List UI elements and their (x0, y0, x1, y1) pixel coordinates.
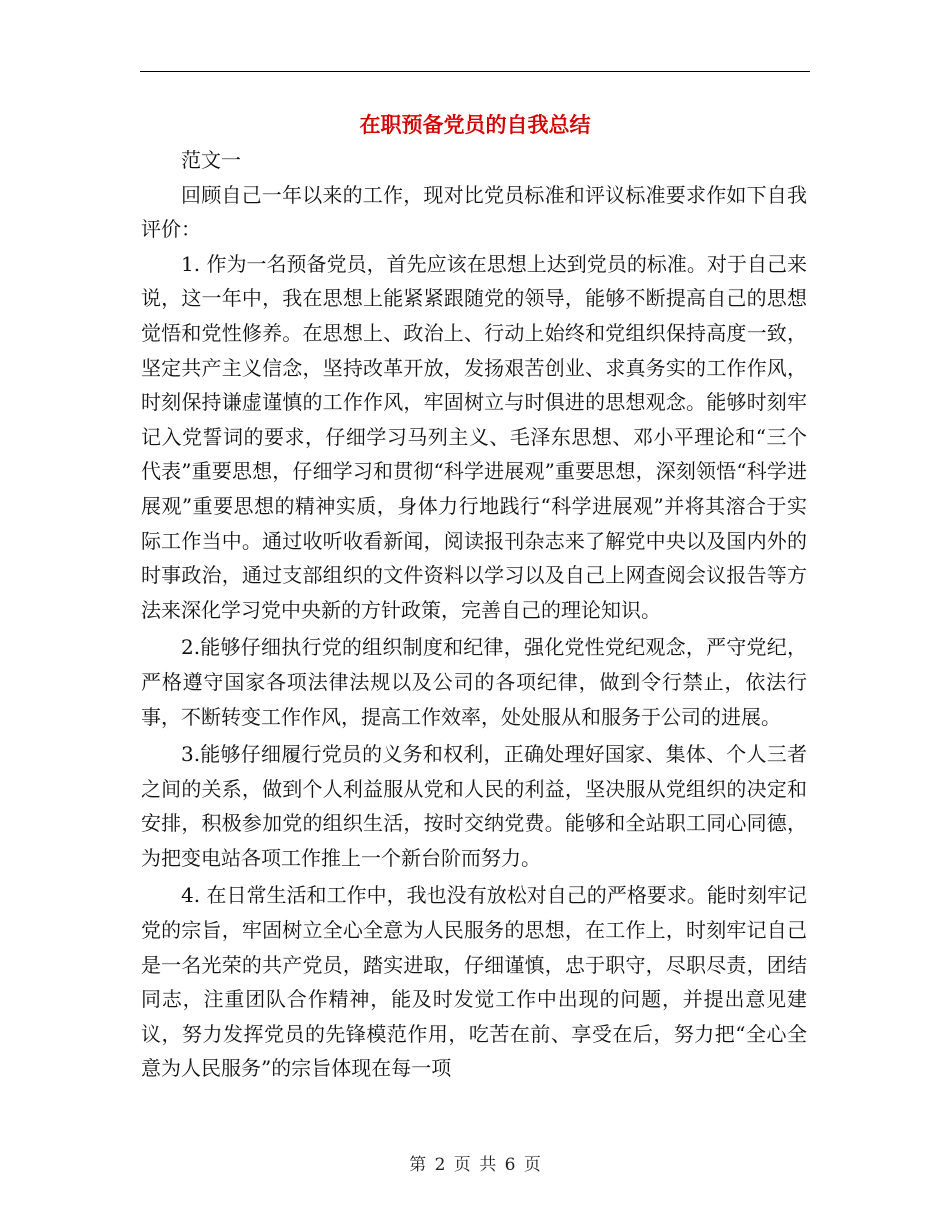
paragraph-1: 1. 作为一名预备党员，首先应该在思想上达到党员的标准。对于自己来说，这一年中，我在思想上能紧紧跟随党的领导，能够不断提高自己的思想觉悟和党性修养。在思想上、政治上、行动上始终和党组织保持高度一致，坚定共产主义信念，坚持改革开放，发扬艰苦创业、求真务实的工作作风，时刻保持谦虚谨慎的工作作风，牢固树立与时俱进的思想观念。能够时刻牢记入党誓词的要求，仔细学习马列主义、毛泽东思想、邓小平理论和“三个代表”重要思想，仔细学习和贯彻“科学进展观”重要思想，深刻领悟“科学进展观”重要思想的精神实质，身体力行地践行“科学进展观”并将其溶合于实际工作当中。通过收听收看新闻，阅读报刊杂志来了解党中央以及国内外的时事政治，通过支部组织的文件资料以学习以及自己上网查阅会议报告等方法来深化学习党中央新的方针政策，完善自己的理论知识。 (141, 251, 807, 622)
paragraph-intro: 回顾自己一年以来的工作，现对比党员标准和评议标准要求作如下自我评价： (141, 182, 807, 242)
paragraph-3: 3.能够仔细履行党员的义务和权利，正确处理好国家、集体、个人三者之间的关系，做到个人利益服从党和人民的利益，坚决服从党组织的决定和安排，积极参加党的组织生活，按时交纳党费。能够和全站职工同心同德，为把变电站各项工作推上一个新台阶而努力。 (141, 742, 807, 870)
paragraph-2: 2.能够仔细执行党的组织制度和纪律，强化党性党纪观念，严守党纪，严格遵守国家各项法律法规以及公司的各项纪律，做到令行禁止，依法行事，不断转变工作作风，提高工作效率，处处服从和服务于公司的进展。 (141, 635, 807, 729)
header-rule (140, 71, 810, 72)
document-body (141, 143, 807, 1089)
document-title: 在职预备党员的自我总结 (359, 113, 591, 137)
page-number: 第 2 页 共 6 页 (409, 1155, 541, 1175)
paragraph-4: 4. 在日常生活和工作中，我也没有放松对自己的严格要求。能时刻牢记党的宗旨，牢固树立全心全意为人民服务的思想，在工作上，时刻牢记自己是一名光荣的共产党员，踏实进取，仔细谨慎，忠于职守，尽职尽责，团结同志，注重团队合作精神，能及时发觉工作中出现的问题，并提出意见建议，努力发挥党员的先锋模范作用，吃苦在前、享受在后，努力把“全心全意为人民服务”的宗旨体现在每一项 (141, 883, 807, 1081)
section-label: 范文一 (181, 148, 241, 172)
